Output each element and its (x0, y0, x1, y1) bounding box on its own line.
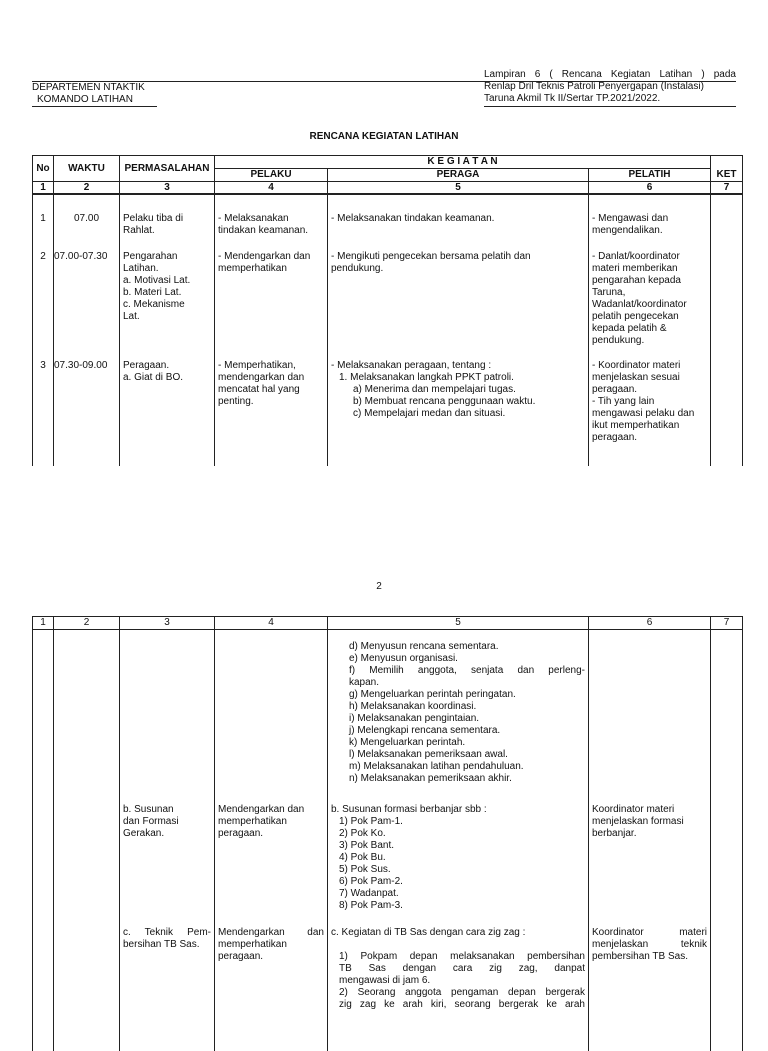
col-number: 3 (120, 182, 215, 195)
attachment-line-2: Renlap Dril Teknis Patroli Penyergapan (Instalasi) (484, 81, 704, 92)
row-problem: Peragaan. a. Giat di BO. (120, 360, 215, 444)
row-time: 07.00-07.30 (54, 251, 120, 347)
row-no: 3 (33, 360, 54, 444)
col-number: 2 (54, 182, 120, 195)
col-number: 7 (711, 182, 743, 195)
row-actor: - Memperhatikan, mendengarkan dan mencatat hal yang penting. (215, 360, 328, 444)
row-trainer: Koordinator materi menjelaskan formasi berbanjar. (589, 804, 711, 912)
row-problem: b. Susunan dan Formasi Gerakan. (120, 804, 215, 912)
row-time: 07.00 (54, 213, 120, 237)
org-command: KOMANDO LATIHAN (37, 94, 133, 105)
attachment-line-3: Taruna Akmil Tk II/Sertar TP.2021/2022. (484, 93, 661, 104)
table-row (33, 804, 743, 912)
document-title: RENCANA KEGIATAN LATIHAN (309, 131, 459, 142)
col-waktu: WAKTU (54, 156, 120, 182)
row-problem: Pengarahan Latihan. a. Motivasi Lat. b. Materi Lat. c. Mekanisme Lat. (120, 251, 215, 347)
col-kegiatan: K E G I A T A N (215, 156, 711, 169)
col-ket: KET (711, 156, 743, 182)
col-number: 6 (589, 182, 711, 195)
org-department: DEPARTEMEN NTAKTIK (32, 82, 145, 93)
row-trainer: - Danlat/koordinator materi memberikan pengarahan kepada Taruna, Wadanlat/koordinator pelatih pengecekan kepada pelatih & pendukung. (589, 251, 711, 347)
row-actor: Mendengarkan dan memperhatikan peragaan. (215, 804, 328, 912)
row-trainer: - Koordinator materi menjelaskan sesuai peragaan. - Tih yang lain mengawasi pelaku dan ikut memperhatikan peragaan. (589, 360, 711, 444)
col-peraga: PERAGA (328, 169, 589, 182)
col-no: No (33, 156, 54, 182)
attachment-block (484, 69, 736, 105)
page-number: 2 (376, 581, 382, 592)
row-demo: c. Kegiatan di TB Sas dengan cara zig zag : 1) Pokpam depan melaksanakan pembersihan TB Sas dengan cara zig zag, danpat mengawasi di jam 6. 2) Seorang anggota pengaman depan bergerak zig zag ke arah kiri, seorang bergerak ke arah (328, 927, 589, 1011)
row-problem: c. Teknik Pem- bersihan TB Sas. (120, 927, 215, 1011)
attachment-underline (484, 106, 736, 107)
table-row (33, 360, 743, 444)
row-actor: - Melaksanakan tindakan keamanan. (215, 213, 328, 237)
row-demo: - Melaksanakan peragaan, tentang : 1. Melaksanakan langkah PPKT patroli. a) Menerima dan mempelajari tugas. b) Membuat rencana penggunaan waktu. c) Mempelajari medan dan situasi. (328, 360, 589, 444)
activity-plan-table-continued (32, 616, 743, 1051)
col-number: 5 (328, 617, 589, 630)
table-row (33, 213, 743, 237)
table-row (33, 251, 743, 347)
col-pelatih: PELATIH (589, 169, 711, 182)
col-number: 7 (711, 617, 743, 630)
col-number: 5 (328, 182, 589, 195)
row-actor: Mendengarkan dan memperhatikan peragaan. (215, 927, 328, 1011)
table-row (33, 927, 743, 1011)
col-number: 1 (33, 182, 54, 195)
attachment-line-1: Lampiran 6 ( Rencana Kegiatan Latihan ) pada (484, 69, 736, 80)
table-header (33, 156, 743, 195)
row-demo: - Melaksanakan tindakan keamanan. (328, 213, 589, 237)
col-number: 4 (215, 617, 328, 630)
row-no: 1 (33, 213, 54, 237)
row-time: 07.30-09.00 (54, 360, 120, 444)
row-demo: d) Menyusun rencana sementara. e) Menyusun organisasi. f) Memilih anggota, senjata dan perleng- kapan. g) Mengeluarkan perintah peringatan. h) Melaksanakan koordinasi. i) Melaksanakan pengintaian. j) Melengkapi rencana sementara. k) Mengeluarkan perintah. l) Melaksanakan pemeriksaan awal. m) Melaksanakan latihan pendahuluan. n) Melaksanakan pemeriksaan akhir. (328, 641, 589, 785)
organization-block (32, 82, 145, 106)
col-permasalahan: PERMASALAHAN (120, 156, 215, 182)
row-demo: - Mengikuti pengecekan bersama pelatih dan pendukung. (328, 251, 589, 347)
org-underline (32, 106, 157, 107)
col-number: 1 (33, 617, 54, 630)
col-number: 3 (120, 617, 215, 630)
row-demo: b. Susunan formasi berbanjar sbb : 1) Pok Pam-1. 2) Pok Ko. 3) Pok Bant. 4) Pok Bu. 5) Pok Sus. 6) Pok Pam-2. 7) Wadanpat. 8) Pok Pam-3. (328, 804, 589, 912)
row-no: 2 (33, 251, 54, 347)
row-actor: - Mendengarkan dan memperhatikan (215, 251, 328, 347)
row-trainer: Koordinator materi menjelaskan teknik pembersihan TB Sas. (589, 927, 711, 1011)
row-trainer: - Mengawasi dan mengendalikan. (589, 213, 711, 237)
header-rule-top (32, 81, 736, 82)
row-problem: Pelaku tiba di Rahlat. (120, 213, 215, 237)
col-number: 4 (215, 182, 328, 195)
col-number: 6 (589, 617, 711, 630)
col-number: 2 (54, 617, 120, 630)
table-row (33, 641, 743, 785)
activity-plan-table (32, 155, 743, 466)
col-pelaku: PELAKU (215, 169, 328, 182)
